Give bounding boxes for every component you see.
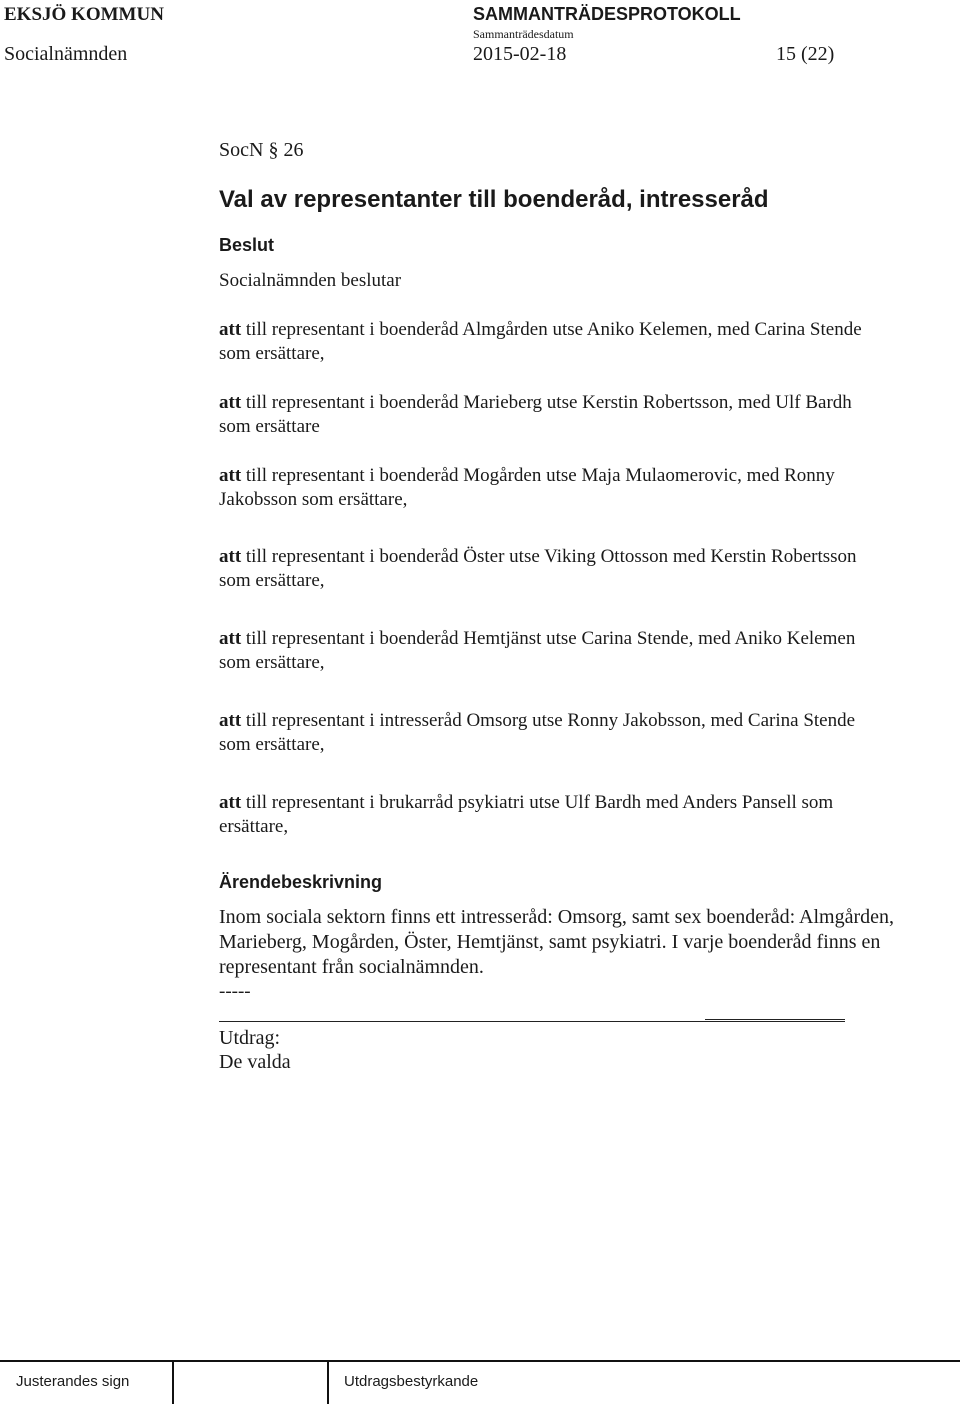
- att-keyword: att: [219, 465, 242, 486]
- decision-text-continued: ersättare,: [219, 816, 289, 837]
- certification-label: Utdragsbestyrkande: [344, 1373, 479, 1390]
- decision-text: till representant i intresseråd Omsorg utse Ronny Jakobsson, med Carina Stende: [241, 710, 856, 731]
- footer-column-divider: [172, 1362, 174, 1404]
- description-line: Marieberg, Mogården, Öster, Hemtjänst, samt psykiatri. I varje boenderåd finns en: [219, 931, 881, 953]
- att-keyword: att: [219, 792, 242, 813]
- decision-text: till representant i boenderåd Öster utse Viking Ottosson med Kerstin Robertsson: [241, 546, 857, 567]
- extract-divider-accent: [705, 1019, 845, 1020]
- description-line: Inom sociala sektorn finns ett intresseråd: Omsorg, samt sex boenderåd: Almgården,: [219, 906, 895, 928]
- decision-text: till representant i boenderåd Almgården utse Aniko Kelemen, med Carina Stende: [241, 319, 862, 340]
- decision-text-continued: som ersättare,: [219, 343, 325, 364]
- sign-label: Justerandes sign: [16, 1373, 130, 1390]
- meeting-date: 2015-02-18: [473, 43, 567, 65]
- decision-text-continued: som ersättare,: [219, 570, 325, 591]
- decision-text-continued: Jakobsson som ersättare,: [219, 489, 408, 510]
- date-label: Sammanträdesdatum: [473, 27, 574, 41]
- decision-text-continued: som ersättare,: [219, 734, 325, 755]
- extract-label: Utdrag:: [219, 1027, 281, 1049]
- att-keyword: att: [219, 546, 242, 567]
- decision-item: [219, 318, 939, 366]
- extract-divider: [219, 1021, 845, 1022]
- decision-item: [219, 391, 939, 439]
- decision-text: till representant i boenderåd Mogården utse Maja Mulaomerovic, med Ronny: [241, 465, 835, 486]
- decision-item: [219, 791, 939, 839]
- decision-text-continued: som ersättare: [219, 416, 320, 437]
- section-number: SocN § 26: [219, 139, 304, 161]
- page-title: Val av representanter till boenderåd, intresseråd: [219, 186, 769, 213]
- att-keyword: att: [219, 710, 242, 731]
- decision-item: [219, 709, 939, 757]
- decision-text-continued: som ersättare,: [219, 652, 325, 673]
- committee-name: Socialnämnden: [4, 43, 128, 65]
- decision-text: till representant i boenderåd Hemtjänst utse Carina Stende, med Aniko Kelemen: [241, 628, 856, 649]
- description-line: representant från socialnämnden.: [219, 956, 484, 978]
- decision-item: [219, 464, 939, 512]
- document-type: SAMMANTRÄDESPROTOKOLL: [473, 4, 741, 24]
- decision-item: [219, 545, 939, 593]
- organization-name: EKSJÖ KOMMUN: [4, 4, 164, 25]
- att-keyword: att: [219, 392, 242, 413]
- decision-heading: Beslut: [219, 235, 275, 255]
- page-number: 15 (22): [776, 43, 835, 65]
- footer-column-divider: [327, 1362, 329, 1404]
- decision-item: [219, 627, 939, 675]
- decision-intro: Socialnämnden beslutar: [219, 270, 402, 291]
- description-heading: Ärendebeskrivning: [219, 872, 383, 892]
- separator-dashes: -----: [219, 981, 251, 1002]
- decision-text: till representant i boenderåd Marieberg utse Kerstin Robertsson, med Ulf Bardh: [241, 392, 852, 413]
- att-keyword: att: [219, 319, 242, 340]
- footer-divider: [0, 1360, 960, 1362]
- extract-recipients: De valda: [219, 1051, 291, 1073]
- decision-text: till representant i brukarråd psykiatri utse Ulf Bardh med Anders Pansell som: [241, 792, 834, 813]
- att-keyword: att: [219, 628, 242, 649]
- description-text: [219, 905, 939, 980]
